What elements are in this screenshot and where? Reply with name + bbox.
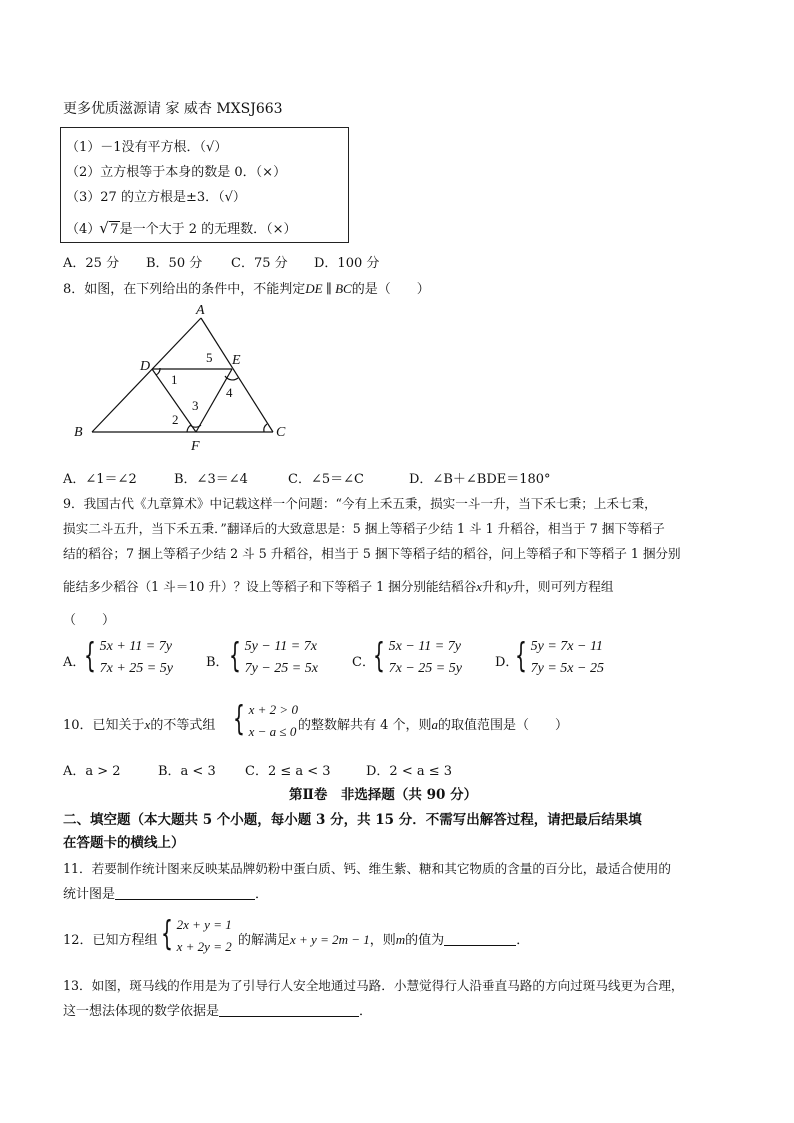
q13-line-1: 13．如图，斑马线的作用是为了引导行人安全地通过马路．小慧觉得行人沿垂直马路的方向过斑马线更为合理， <box>63 978 684 993</box>
q9-line-4-pre: 能结多少稻谷（1 斗＝10 升）？设上等稻子和下等稻子 1 捆分别能结稻谷 <box>63 579 477 594</box>
q7-option-c: C．75 分 <box>231 256 288 271</box>
q8-stem-math: DE ∥ BC <box>305 281 352 296</box>
q10-option-b: B．a < 3 <box>158 764 216 779</box>
left-brace-icon: { <box>161 914 173 954</box>
q9-option-a-system <box>84 636 173 680</box>
q8-stem-post: 的是（ ） <box>351 282 430 297</box>
q9-line-1: 9．我国古代《九章算术》中记载这样一个问题：“今有上禾五秉，损实一斗一升，当下禾七秉；上禾七秉， <box>63 496 657 511</box>
q10-option-a: A．a > 2 <box>63 764 121 779</box>
statement-3: （3）27 的立方根是±3．（√） <box>66 190 246 205</box>
q13-line-2: 这一想法体现的数学依据是 ． <box>63 1004 373 1019</box>
q9-option-d-system <box>515 636 604 680</box>
q13-answer-blank[interactable] <box>219 1002 359 1017</box>
label-a: A <box>196 303 205 318</box>
q9-a-eq2: 7x + 25 = 5y <box>99 661 173 676</box>
q9-option-d-label: D． <box>495 655 519 670</box>
label-c: C <box>276 425 286 440</box>
statement-4-suffix: 是一个大于 2 的无理数．（×） <box>119 222 297 237</box>
q9-b-eq2: 7y − 25 = 5x <box>244 661 318 676</box>
q12-text-post-1: ，则 <box>369 933 396 948</box>
q9-d-eq1: 5y = 7x − 11 <box>530 639 603 654</box>
section-header-line-1: 二、填空题（本大题共 5 个小题，每小题 3 分，共 15 分．不需写出解答过程，请把最后结果填 <box>63 812 642 828</box>
statement-4-prefix: （4） <box>66 222 101 237</box>
q12-text-mid: 的解满足 <box>238 933 291 948</box>
q12-eq-2: x + 2y = 2 <box>176 939 232 954</box>
q9-line-4 <box>63 576 613 595</box>
q9-b-eq1: 5y − 11 = 7x <box>244 639 317 654</box>
q11-answer-blank[interactable] <box>115 885 255 900</box>
q9-line-2: 损实二斗五升，当下禾五秉．”翻译后的大致意思是：5 捆上等稻子少结 1 斗 1 升稻谷，相当于 7 捆下等稻子 <box>63 521 665 536</box>
q10-text-post-1: 的整数解共有 4 个，则 <box>298 718 432 733</box>
statement-1: （1）－1没有平方根．（√） <box>66 140 228 155</box>
q12-text-post-2: 的值为 <box>405 933 445 948</box>
q10-text-post-2: 的取值范围是（ ） <box>438 718 569 733</box>
q9-line-3: 结的稻谷；7 捆上等稻子少结 2 斗 5 升稻谷，相当于 5 捆下等稻子结的稻谷，问上等稻子和下等稻子 1 捆分别 <box>63 546 681 561</box>
q10-text-mid: 的不等式组 <box>150 718 216 733</box>
sqrt-radicand: 7 <box>110 222 119 237</box>
q9-c-eq2: 7x − 25 = 5y <box>388 661 462 676</box>
q10-option-d: D．2 < a ≤ 3 <box>366 764 453 779</box>
q9-option-c-system <box>373 636 462 680</box>
promo-text: 更多优质滋源请 家 威杏 MXSJ663 <box>63 101 283 117</box>
statement-4 <box>66 218 297 237</box>
q9-answer-paren: （ ） <box>63 613 116 628</box>
q8-stem <box>63 278 430 297</box>
q9-line-4-post: 升，则可列方程组 <box>512 579 614 594</box>
q10-inequality-system <box>233 699 298 743</box>
edge-ac <box>201 318 273 432</box>
q12-stem-pre: 12．已知方程组 <box>63 933 158 948</box>
q10-var-a: a <box>431 717 439 732</box>
section-header-line-2: 在答题卡的横线上） <box>63 835 185 851</box>
q7-option-b: B．50 分 <box>146 256 203 271</box>
q9-c-eq1: 5x − 11 = 7y <box>388 639 461 654</box>
arc-angle-c <box>264 424 267 432</box>
left-brace-icon: { <box>229 636 241 676</box>
label-angle-3: 3 <box>192 398 199 413</box>
q12-answer-blank[interactable] <box>444 931 516 946</box>
q11-line-2: 统计图是 ． <box>63 887 269 902</box>
arc-angle-4 <box>225 376 238 380</box>
label-angle-1: 1 <box>171 372 178 387</box>
q12-equation-system <box>161 914 232 958</box>
q8-option-b: B．∠3＝∠4 <box>174 472 248 487</box>
left-brace-icon: { <box>515 636 527 676</box>
q9-var-y: y <box>507 580 513 594</box>
q10-var-x: x <box>144 717 151 732</box>
label-b: B <box>74 425 83 440</box>
left-brace-icon: { <box>84 636 96 676</box>
q7-option-a: A．25 分 <box>63 256 120 271</box>
q12-var-m: m <box>395 932 406 947</box>
q8-stem-pre: 8．如图，在下列给出的条件中，不能判定 <box>63 282 306 297</box>
q12-eq-1: 2x + y = 1 <box>176 917 232 932</box>
q10-ineq-1: x + 2 > 0 <box>248 702 298 717</box>
q10-option-c: C．2 ≤ a < 3 <box>245 764 331 779</box>
q11-line-1: 11．若要制作统计图来反映某品牌奶粉中蛋白质、钙、维生紫、糖和其它物质的含量的百分比，最适合使用的 <box>63 861 671 876</box>
q9-option-b-system <box>229 636 318 680</box>
label-angle-5: 5 <box>206 350 213 365</box>
q10-stem-post <box>298 714 568 733</box>
q9-option-b-label: B． <box>206 655 229 670</box>
label-d: D <box>140 359 151 374</box>
q8-option-d: D．∠B＋∠BDE＝180° <box>409 472 551 487</box>
q7-option-d: D．100 分 <box>314 256 380 271</box>
q9-a-eq1: 5x + 11 = 7y <box>99 639 172 654</box>
q9-d-eq2: 7y = 5x − 25 <box>530 661 604 676</box>
q13-text: 这一想法体现的数学依据是 <box>63 1004 220 1019</box>
q10-stem-pre <box>63 714 215 733</box>
q10-text-pre: 10．已知关于 <box>63 718 145 733</box>
q9-var-x: x <box>476 580 482 594</box>
label-angle-4: 4 <box>226 385 233 400</box>
q8-option-c: C．∠5＝∠C <box>288 472 364 487</box>
label-angle-2: 2 <box>172 412 179 427</box>
q9-line-4-mid: 升和 <box>481 579 508 594</box>
q12-stem-post: 的解满足x + y = 2m − 1，则m的值为 ． <box>238 932 530 948</box>
left-brace-icon: { <box>233 699 245 739</box>
q11-text: 统计图是 <box>63 887 116 902</box>
statement-2: （2）立方根等于本身的数是 0．（×） <box>66 165 287 180</box>
q9-option-a-label: A． <box>63 655 86 670</box>
part2-title: 第Ⅱ卷 非选择题（共 90 分） <box>289 787 478 803</box>
q9-option-c-label: C． <box>352 655 375 670</box>
label-e: E <box>232 353 241 368</box>
q10-ineq-2: x − a ≤ 0 <box>248 724 297 739</box>
left-brace-icon: { <box>373 636 385 676</box>
q8-option-a: A．∠1＝∠2 <box>63 472 137 487</box>
q8-triangle-figure <box>60 298 300 458</box>
q12-condition: x + y = 2m − 1 <box>290 932 370 947</box>
label-f: F <box>191 439 200 454</box>
sqrt-symbol <box>100 222 119 237</box>
